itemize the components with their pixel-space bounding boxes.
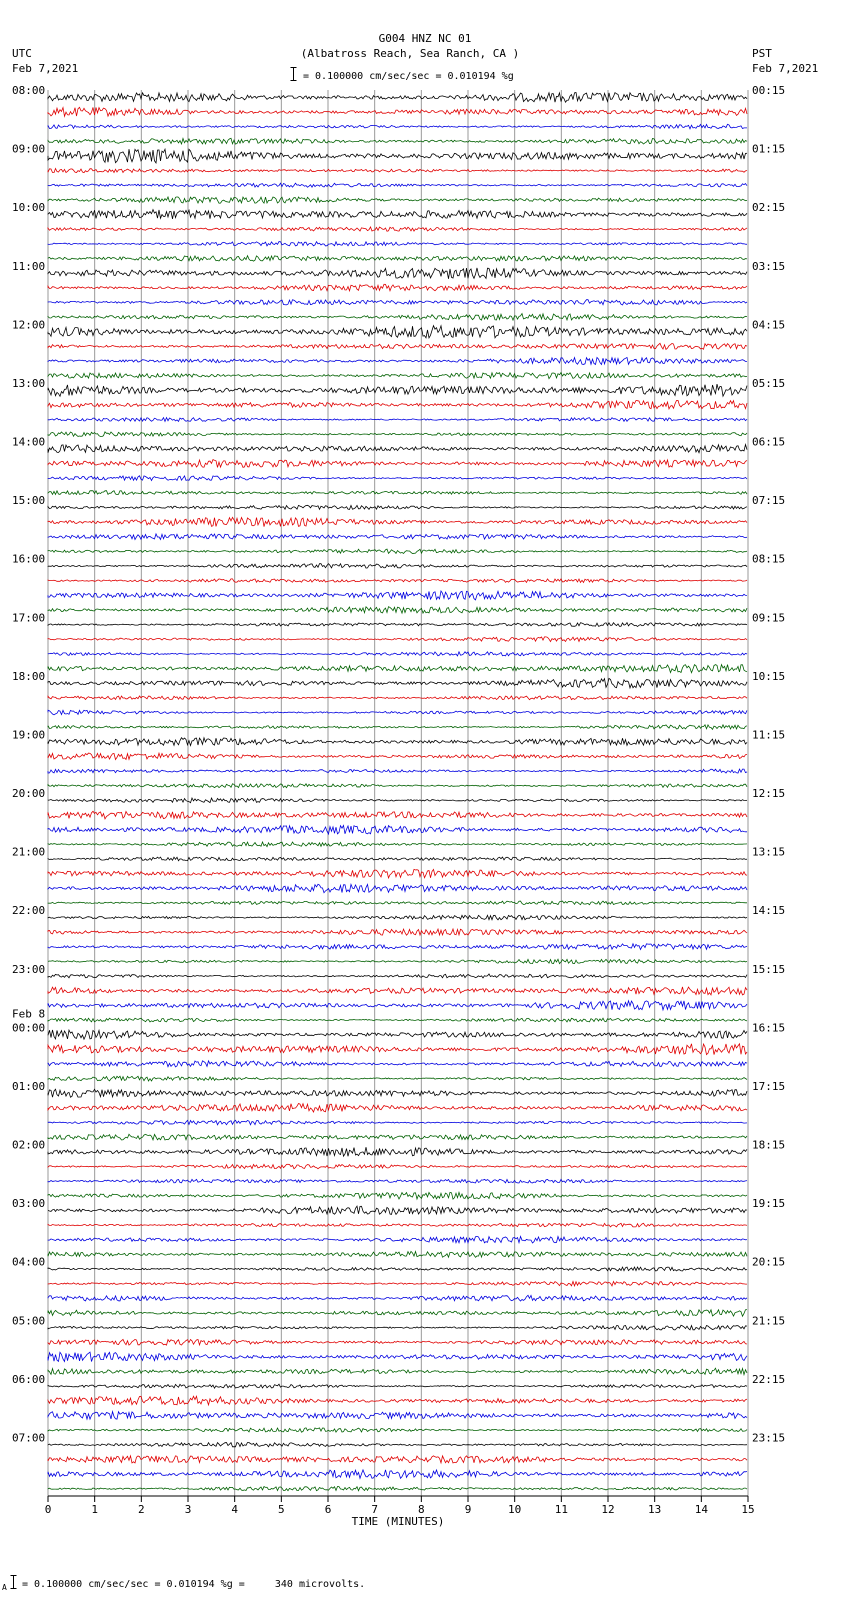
trace-0700-3 bbox=[48, 1487, 747, 1491]
x-tick-label: 13 bbox=[648, 1503, 662, 1516]
trace-2300-0 bbox=[48, 974, 747, 978]
utc-hour-label: 01:00 bbox=[12, 1079, 46, 1093]
utc-hour-label: 19:00 bbox=[12, 728, 46, 742]
trace-1200-3 bbox=[48, 373, 747, 379]
utc-hour-label: 04:00 bbox=[12, 1255, 46, 1269]
trace-1800-3 bbox=[48, 725, 747, 730]
x-axis-label: TIME (MINUTES) bbox=[351, 1515, 445, 1528]
pst-hour-label: 09:15 bbox=[752, 611, 786, 625]
trace-0900-1 bbox=[48, 169, 747, 173]
utc-hour-label: 12:00 bbox=[12, 318, 46, 332]
trace-2200-2 bbox=[48, 944, 747, 950]
pst-hour-label: 06:15 bbox=[752, 435, 786, 449]
trace-1400-0 bbox=[48, 445, 747, 453]
trace-2000-1 bbox=[48, 811, 747, 819]
trace-1600-0 bbox=[48, 564, 747, 568]
pst-hour-label: 05:15 bbox=[752, 376, 786, 390]
trace-1200-0 bbox=[48, 326, 747, 338]
trace-0100-3 bbox=[48, 1134, 747, 1140]
pst-hour-label: 07:15 bbox=[752, 494, 786, 508]
trace-0700-2 bbox=[48, 1470, 747, 1479]
x-tick-label: 5 bbox=[278, 1503, 285, 1516]
x-tick-label: 11 bbox=[554, 1503, 568, 1516]
utc-hour-label: 09:00 bbox=[12, 142, 46, 156]
trace-2300-1 bbox=[48, 987, 747, 995]
trace-2300-2 bbox=[48, 1001, 747, 1010]
trace-0100-2 bbox=[48, 1120, 747, 1125]
trace-1600-3 bbox=[48, 607, 747, 613]
trace-1000-0 bbox=[48, 210, 747, 219]
trace-1000-3 bbox=[48, 256, 747, 261]
pst-hour-label: 18:15 bbox=[752, 1138, 786, 1152]
x-tick-label: 1 bbox=[91, 1503, 98, 1516]
trace-1100-1 bbox=[48, 284, 747, 291]
pst-hour-label: 21:15 bbox=[752, 1314, 786, 1328]
trace-0200-3 bbox=[48, 1192, 747, 1199]
x-tick-label: 15 bbox=[741, 1503, 755, 1516]
pst-hour-label: 17:15 bbox=[752, 1079, 786, 1093]
pst-hour-label: 19:15 bbox=[752, 1197, 786, 1211]
trace-1900-2 bbox=[48, 769, 747, 773]
station-location: (Albatross Reach, Sea Ranch, CA ) bbox=[300, 47, 520, 60]
trace-1900-3 bbox=[48, 784, 747, 788]
trace-1300-2 bbox=[48, 418, 747, 422]
header-scale-text: = 0.100000 cm/sec/sec = 0.010194 %g bbox=[303, 71, 514, 82]
utc-hour-label: 21:00 bbox=[12, 845, 46, 859]
trace-1200-2 bbox=[48, 358, 747, 365]
pst-hour-label: 00:15 bbox=[752, 84, 786, 97]
station-title: G004 HNZ NC 01 bbox=[378, 32, 472, 45]
trace-1300-3 bbox=[48, 432, 747, 437]
utc-hour-label: 23:00 bbox=[12, 962, 46, 976]
trace-1700-0 bbox=[48, 623, 747, 627]
trace-0300-0 bbox=[48, 1206, 747, 1214]
trace-1800-0 bbox=[48, 678, 747, 688]
pst-hour-label: 08:15 bbox=[752, 552, 786, 566]
utc-hour-label: 16:00 bbox=[12, 552, 46, 566]
pst-hour-label: 20:15 bbox=[752, 1255, 786, 1269]
trace-0300-3 bbox=[48, 1251, 747, 1257]
trace-1700-2 bbox=[48, 652, 747, 656]
pst-hour-label: 22:15 bbox=[752, 1372, 786, 1386]
trace-1200-1 bbox=[48, 343, 747, 349]
trace-1700-3 bbox=[48, 665, 747, 673]
utc-hour-label: 06:00 bbox=[12, 1372, 46, 1386]
trace-2100-0 bbox=[48, 857, 747, 861]
trace-0000-0 bbox=[48, 1030, 747, 1039]
trace-1400-1 bbox=[48, 460, 747, 468]
pst-date-label: Feb 7,2021 bbox=[752, 62, 819, 75]
utc-hour-label: 02:00 bbox=[12, 1138, 46, 1152]
pst-hour-label: 13:15 bbox=[752, 845, 786, 859]
trace-1800-1 bbox=[48, 696, 747, 700]
trace-0700-1 bbox=[48, 1456, 747, 1463]
trace-0500-0 bbox=[48, 1325, 747, 1330]
trace-2000-3 bbox=[48, 842, 747, 847]
trace-1500-1 bbox=[48, 517, 747, 526]
trace-2100-2 bbox=[48, 884, 747, 892]
utc-hour-label: 18:00 bbox=[12, 669, 46, 683]
x-tick-label: 14 bbox=[694, 1503, 708, 1516]
trace-2000-0 bbox=[48, 798, 747, 803]
pst-hour-label: 14:15 bbox=[752, 904, 786, 918]
trace-1600-2 bbox=[48, 591, 747, 600]
trace-0100-0 bbox=[48, 1089, 747, 1097]
footer-scale-text: = 0.100000 cm/sec/sec = 0.010194 %g = 340 microvolts. bbox=[22, 1579, 366, 1590]
trace-1500-0 bbox=[48, 505, 747, 509]
trace-0800-1 bbox=[48, 107, 747, 116]
x-tick-label: 4 bbox=[231, 1503, 238, 1516]
utc-hour-label: 03:00 bbox=[12, 1197, 46, 1211]
utc-hour-label: 20:00 bbox=[12, 787, 46, 800]
trace-1400-2 bbox=[48, 476, 747, 481]
trace-0800-0 bbox=[48, 93, 747, 103]
x-tick-label: 10 bbox=[508, 1503, 522, 1516]
trace-2100-1 bbox=[48, 869, 747, 878]
pst-hour-label: 02:15 bbox=[752, 201, 786, 215]
trace-1000-2 bbox=[48, 242, 747, 246]
x-tick-label: 8 bbox=[418, 1503, 425, 1516]
trace-0600-3 bbox=[48, 1428, 747, 1432]
trace-2200-3 bbox=[48, 959, 747, 963]
x-tick-label: 12 bbox=[601, 1503, 615, 1516]
trace-1100-3 bbox=[48, 314, 747, 321]
pst-hour-label: 10:15 bbox=[752, 669, 786, 683]
utc-hour-label: 07:00 bbox=[12, 1431, 46, 1445]
trace-1600-1 bbox=[48, 579, 747, 583]
trace-0600-0 bbox=[48, 1384, 747, 1388]
trace-0800-2 bbox=[48, 124, 747, 129]
trace-1000-1 bbox=[48, 227, 747, 231]
trace-1300-1 bbox=[48, 400, 747, 409]
trace-0900-2 bbox=[48, 183, 747, 187]
trace-2200-1 bbox=[48, 929, 747, 935]
trace-1100-0 bbox=[48, 268, 747, 279]
date-change-label: Feb 8 bbox=[12, 1007, 46, 1021]
utc-hour-label: 15:00 bbox=[12, 494, 46, 508]
trace-2200-0 bbox=[48, 915, 747, 920]
trace-0700-0 bbox=[48, 1443, 747, 1447]
trace-1800-2 bbox=[48, 710, 747, 715]
trace-0000-1 bbox=[48, 1044, 747, 1055]
utc-date-label: Feb 7,2021 bbox=[12, 62, 79, 75]
utc-hour-label: 22:00 bbox=[12, 904, 46, 918]
utc-hour-label: 00:00 bbox=[12, 1021, 46, 1035]
trace-0300-2 bbox=[48, 1236, 747, 1243]
trace-0500-3 bbox=[48, 1368, 747, 1374]
trace-0000-2 bbox=[48, 1061, 747, 1067]
trace-0600-1 bbox=[48, 1396, 747, 1405]
trace-1500-2 bbox=[48, 534, 747, 540]
trace-0300-1 bbox=[48, 1223, 747, 1227]
trace-0400-3 bbox=[48, 1310, 747, 1317]
trace-0200-0 bbox=[48, 1147, 747, 1156]
footer-prefix: A bbox=[2, 1583, 7, 1592]
pst-hour-label: 11:15 bbox=[752, 728, 786, 742]
trace-0500-1 bbox=[48, 1339, 747, 1345]
utc-hour-label: 08:00 bbox=[12, 84, 46, 97]
utc-hour-label: 14:00 bbox=[12, 435, 46, 449]
trace-0900-3 bbox=[48, 197, 747, 203]
trace-2000-2 bbox=[48, 825, 747, 834]
trace-0000-3 bbox=[48, 1076, 747, 1081]
trace-2300-3 bbox=[48, 1018, 747, 1022]
x-tick-label: 3 bbox=[184, 1503, 192, 1516]
trace-1900-0 bbox=[48, 738, 747, 746]
x-tick-label: 9 bbox=[464, 1503, 472, 1516]
trace-0400-1 bbox=[48, 1282, 747, 1286]
pst-hour-label: 23:15 bbox=[752, 1431, 786, 1445]
trace-0900-0 bbox=[48, 149, 747, 163]
trace-1500-3 bbox=[48, 549, 747, 554]
x-tick-label: 2 bbox=[138, 1503, 145, 1516]
pst-hour-label: 03:15 bbox=[752, 259, 786, 273]
pst-hour-label: 12:15 bbox=[752, 787, 786, 800]
footer-scale-bar-icon bbox=[10, 1574, 17, 1588]
x-tick-label: 0 bbox=[44, 1503, 52, 1516]
trace-0100-1 bbox=[48, 1104, 747, 1113]
trace-0500-2 bbox=[48, 1352, 747, 1361]
pst-timezone-label: PST bbox=[752, 47, 772, 60]
utc-hour-label: 11:00 bbox=[12, 259, 46, 273]
trace-1900-1 bbox=[48, 753, 747, 759]
trace-0400-0 bbox=[48, 1267, 747, 1271]
utc-hour-label: 17:00 bbox=[12, 611, 46, 625]
utc-timezone-label: UTC bbox=[12, 47, 32, 60]
trace-0200-2 bbox=[48, 1179, 747, 1183]
trace-1700-1 bbox=[48, 637, 747, 642]
trace-0200-1 bbox=[48, 1164, 747, 1168]
x-tick-label: 7 bbox=[371, 1503, 378, 1516]
trace-0400-2 bbox=[48, 1295, 747, 1301]
utc-hour-label: 13:00 bbox=[12, 376, 46, 390]
utc-hour-label: 05:00 bbox=[12, 1314, 46, 1328]
utc-hour-label: 10:00 bbox=[12, 201, 46, 215]
pst-hour-label: 01:15 bbox=[752, 142, 786, 156]
pst-hour-label: 15:15 bbox=[752, 962, 786, 976]
trace-1100-2 bbox=[48, 300, 747, 305]
pst-hour-label: 16:15 bbox=[752, 1021, 786, 1035]
trace-0800-3 bbox=[48, 138, 747, 144]
trace-2100-3 bbox=[48, 901, 747, 905]
trace-1300-0 bbox=[48, 384, 747, 396]
trace-1400-3 bbox=[48, 491, 747, 495]
trace-0600-2 bbox=[48, 1412, 747, 1420]
x-tick-label: 6 bbox=[324, 1503, 332, 1516]
pst-hour-label: 04:15 bbox=[752, 318, 786, 332]
